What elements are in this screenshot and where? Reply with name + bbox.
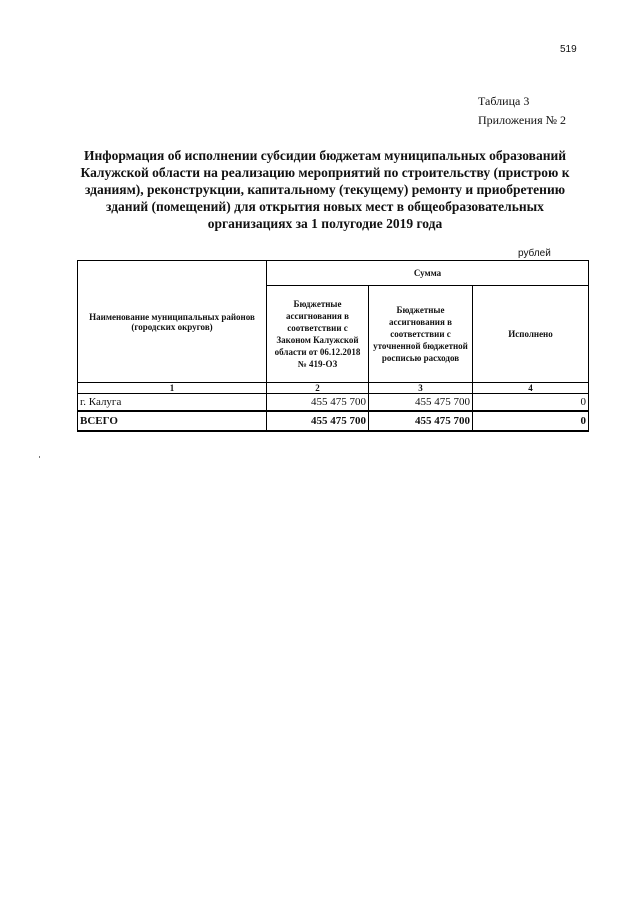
total-refined-allocation: 455 475 700 [369,411,473,431]
appendix-reference: Приложения № 2 [478,113,567,127]
units-label: рублей [518,248,551,259]
total-executed: 0 [473,411,589,431]
refined-allocation-value: 455 475 700 [369,394,473,412]
subsidy-table [77,260,589,432]
refined-allocations-header: Бюджетные ассигнования в соответствии с уточненной бюджетной росписью расходов [369,286,473,383]
total-law-allocation: 455 475 700 [267,411,369,431]
table-row [78,394,589,412]
municipality-column-header: Наименование муниципальных районов (городских округов) [78,261,267,383]
executed-value: 0 [473,394,589,412]
table-reference: Таблица 3 [478,94,530,108]
column-number: 4 [473,383,589,394]
executed-header: Исполнено [473,286,589,383]
column-number: 1 [78,383,267,394]
law-allocation-value: 455 475 700 [267,394,369,412]
scan-speck [39,456,40,458]
document-title: Информация об исполнении субсидии бюджетам муниципальных образований Калужской области на реализацию мероприятий по строительству (пристрою к зданиям), реконструкции, капитальному (текущему) ремонту и приобретению зданий (помещений) для открытия новых мест в общеобразовательных организациях за 1 полугодие 2019 года [80,148,570,231]
municipality-name: г. Калуга [78,394,267,412]
total-label: ВСЕГО [78,411,267,431]
column-number: 2 [267,383,369,394]
column-number: 3 [369,383,473,394]
page-number: 519 [560,44,577,55]
law-allocations-header: Бюджетные ассигнования в соответствии с Законом Калужской области от 06.12.2018 № 419-ОЗ [267,286,369,383]
sum-header: Сумма [267,261,589,286]
total-row [78,411,589,431]
